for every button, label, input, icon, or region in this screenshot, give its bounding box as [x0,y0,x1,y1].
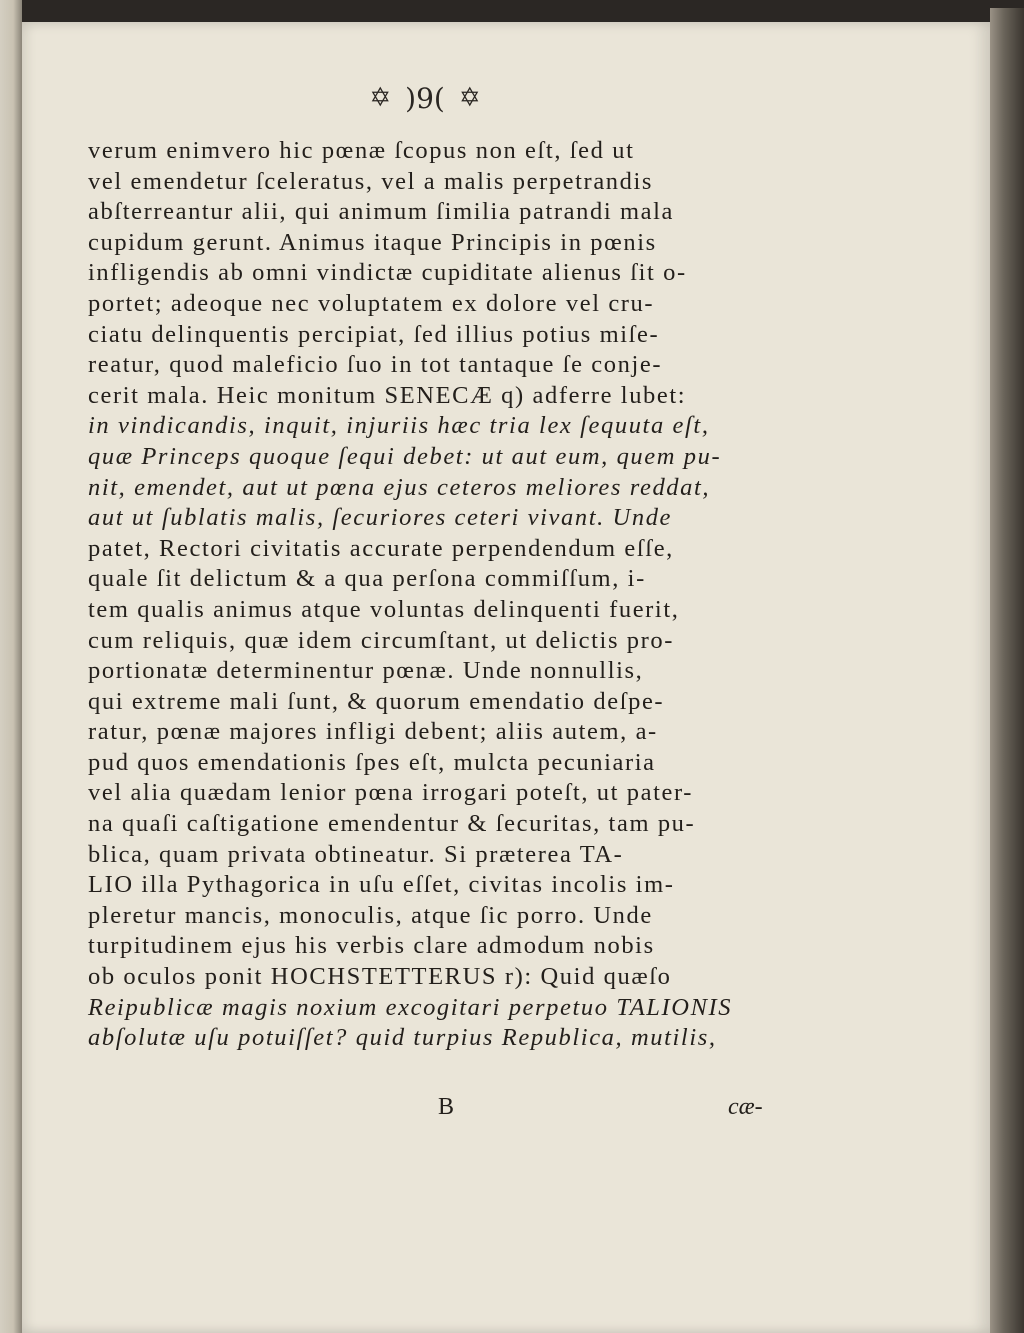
text-line: patet, Rectori civitatis accurate perpendendum eſſe, [88,534,674,562]
running-head [330,78,520,118]
italic-text-line: quæ Princeps quoque ſequi debet: ut aut eum, quem pu- [88,442,722,470]
text-line: cerit mala. Heic monitum SENECÆ q) adferre lubet: [88,381,687,409]
text-line: pleretur mancis, monoculis, atque ſic porro. Unde [88,901,653,929]
star-ornament-icon: ✡ [369,83,392,113]
text-line: portet; adeoque nec voluptatem ex dolore vel cru- [88,289,655,317]
text-line: infligendis ab omni vindictæ cupiditate alienus ſit o- [88,259,687,287]
text-line: abſterreantur alii, qui animum ſimilia patrandi mala [88,198,674,226]
text-line: vel emendetur ſceleratus, vel a malis perpetrandis [88,167,654,195]
text-line: ob oculos ponit HOCHSTETTERUS r): Quid quæſo [88,963,672,991]
body-text [88,136,768,1054]
text-line: tem qualis animus atque voluntas delinquenti fuerit, [88,595,680,623]
text-line: pud quos emendationis ſpes eſt, mulcta pecuniaria [88,748,656,776]
facing-page-edge [0,0,22,1333]
text-line: quale ſit delictum & a qua perſona commiſſum, i- [88,565,646,593]
signature-mark: B [438,1094,455,1120]
text-line: vel alia quædam lenior pœna irrogari poteſt, ut pater- [88,779,694,807]
text-line: LIO illa Pythagorica in uſu eſſet, civitas incolis im- [88,871,675,899]
star-ornament-icon: ✡ [458,83,481,113]
italic-text-line: aut ut ſublatis malis, ſecuriores ceteri vivant. Unde [88,504,673,532]
text-line: portionatæ determinentur pœnæ. Unde nonnullis, [88,657,644,685]
text-line: qui extreme mali ſunt, & quorum emendatio deſpe- [88,687,665,715]
text-line: ciatu delinquentis percipiat, ſed illius potius miſe- [88,320,660,348]
text-line: reatur, quod maleficio ſuo in tot tantaque ſe conje- [88,351,663,379]
text-line: blica, quam privata obtineatur. Si præterea TA- [88,840,624,868]
page-number: )9( [405,81,445,115]
text-line: cum reliquis, quæ idem circumſtant, ut delictis pro- [88,626,675,654]
text-line: verum enimvero hic pœnæ ſcopus non eſt, ſed ut [88,137,635,164]
page-fore-edge [990,8,1024,1333]
italic-text-line: nit, emendet, aut ut pœna ejus ceteros meliores reddat, [88,473,711,501]
catchword: cæ- [728,1094,763,1120]
text-line: turpitudinem ejus his verbis clare admodum nobis [88,932,655,960]
text-line: na quaſi caſtigatione emendentur & ſecuritas, tam pu- [88,810,696,838]
italic-text-line: in vindicandis, inquit, injuriis hæc tria lex ſequuta eſt, [88,412,710,440]
text-line: cupidum gerunt. Animus itaque Principis in pœnis [88,228,657,256]
italic-text-line: abſolutæ uſu potuiſſet? quid turpius Republica, mutilis, [88,1024,717,1052]
italic-text-line: Reipublicæ magis noxium excogitari perpetuo TALIONIS [88,993,733,1021]
text-line: ratur, pœnæ majores infligi debent; aliis autem, a- [88,718,658,746]
